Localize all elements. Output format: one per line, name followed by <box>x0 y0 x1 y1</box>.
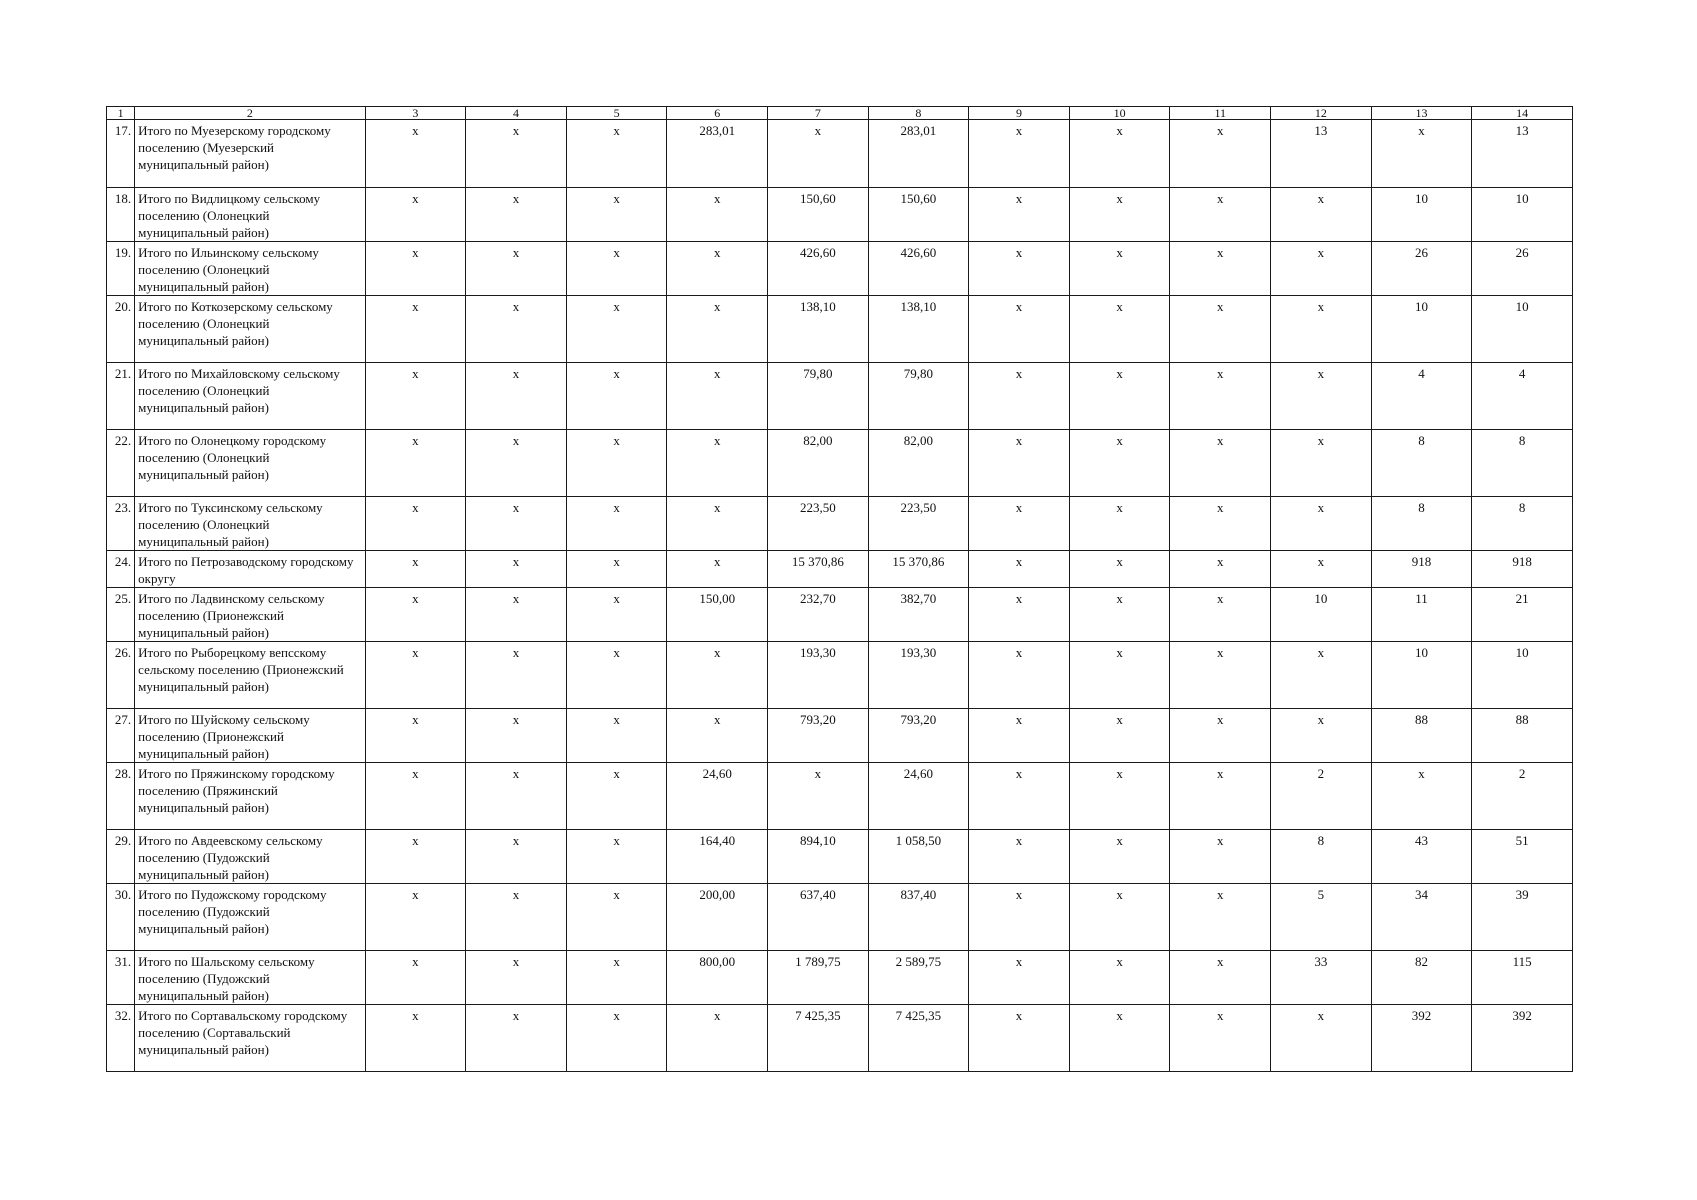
cell-col-13: 8 <box>1371 497 1472 551</box>
row-name: Итого по Туксинскому сельскому поселению (Олонецкий муниципальный район) <box>135 497 365 551</box>
cell-col-3: x <box>365 430 466 497</box>
cell-col-8: 426,60 <box>868 242 969 296</box>
cell-col-14: 10 <box>1472 642 1573 709</box>
cell-col-3: x <box>365 296 466 363</box>
cell-col-8: 223,50 <box>868 497 969 551</box>
cell-col-4: x <box>466 120 567 188</box>
column-header: 12 <box>1271 107 1372 120</box>
cell-col-14: 21 <box>1472 588 1573 642</box>
cell-col-14: 115 <box>1472 951 1573 1005</box>
row-number: 31. <box>107 951 135 1005</box>
cell-col-10: x <box>1069 430 1170 497</box>
cell-col-13: 918 <box>1371 551 1472 588</box>
cell-col-5: x <box>566 296 667 363</box>
cell-col-5: x <box>566 120 667 188</box>
cell-col-3: x <box>365 120 466 188</box>
column-header: 6 <box>667 107 768 120</box>
cell-col-7: 637,40 <box>768 884 869 951</box>
cell-col-5: x <box>566 763 667 830</box>
cell-col-4: x <box>466 497 567 551</box>
cell-col-12: 13 <box>1271 120 1372 188</box>
cell-col-12: 2 <box>1271 763 1372 830</box>
cell-col-12: x <box>1271 242 1372 296</box>
cell-col-5: x <box>566 551 667 588</box>
table-body <box>107 120 1573 1072</box>
cell-col-3: x <box>365 188 466 242</box>
cell-col-9: x <box>969 430 1070 497</box>
cell-col-7: 7 425,35 <box>768 1005 869 1072</box>
cell-col-10: x <box>1069 551 1170 588</box>
cell-col-5: x <box>566 951 667 1005</box>
row-number: 21. <box>107 363 135 430</box>
cell-col-9: x <box>969 242 1070 296</box>
cell-col-5: x <box>566 363 667 430</box>
cell-col-13: 82 <box>1371 951 1472 1005</box>
cell-col-14: 8 <box>1472 430 1573 497</box>
column-header: 11 <box>1170 107 1271 120</box>
cell-col-10: x <box>1069 588 1170 642</box>
table-row <box>107 1005 1573 1072</box>
row-number: 23. <box>107 497 135 551</box>
cell-col-11: x <box>1170 1005 1271 1072</box>
cell-col-5: x <box>566 588 667 642</box>
cell-col-7: 138,10 <box>768 296 869 363</box>
table-row <box>107 430 1573 497</box>
cell-col-11: x <box>1170 951 1271 1005</box>
cell-col-10: x <box>1069 497 1170 551</box>
cell-col-7: x <box>768 763 869 830</box>
table-row <box>107 363 1573 430</box>
cell-col-13: x <box>1371 763 1472 830</box>
cell-col-3: x <box>365 551 466 588</box>
cell-col-14: 10 <box>1472 188 1573 242</box>
cell-col-6: x <box>667 642 768 709</box>
cell-col-11: x <box>1170 497 1271 551</box>
column-header: 1 <box>107 107 135 120</box>
cell-col-8: 79,80 <box>868 363 969 430</box>
row-number: 17. <box>107 120 135 188</box>
cell-col-9: x <box>969 709 1070 763</box>
cell-col-7: 793,20 <box>768 709 869 763</box>
cell-col-3: x <box>365 951 466 1005</box>
cell-col-13: 10 <box>1371 188 1472 242</box>
cell-col-11: x <box>1170 120 1271 188</box>
cell-col-11: x <box>1170 763 1271 830</box>
cell-col-3: x <box>365 242 466 296</box>
cell-col-11: x <box>1170 188 1271 242</box>
cell-col-14: 88 <box>1472 709 1573 763</box>
row-name: Итого по Муезерскому городскому поселению (Муезерский муниципальный район) <box>135 120 365 188</box>
cell-col-11: x <box>1170 363 1271 430</box>
table-row <box>107 642 1573 709</box>
table-row <box>107 296 1573 363</box>
cell-col-7: 79,80 <box>768 363 869 430</box>
row-name: Итого по Сортавальскому городскому поселению (Сортавальский муниципальный район) <box>135 1005 365 1072</box>
cell-col-14: 39 <box>1472 884 1573 951</box>
cell-col-11: x <box>1170 642 1271 709</box>
cell-col-7: 894,10 <box>768 830 869 884</box>
cell-col-7: x <box>768 120 869 188</box>
cell-col-3: x <box>365 363 466 430</box>
column-header: 7 <box>768 107 869 120</box>
table-row <box>107 763 1573 830</box>
summary-table <box>106 106 1573 1072</box>
cell-col-5: x <box>566 430 667 497</box>
cell-col-3: x <box>365 1005 466 1072</box>
cell-col-4: x <box>466 430 567 497</box>
row-number: 20. <box>107 296 135 363</box>
cell-col-14: 392 <box>1472 1005 1573 1072</box>
row-number: 27. <box>107 709 135 763</box>
cell-col-8: 2 589,75 <box>868 951 969 1005</box>
cell-col-12: x <box>1271 709 1372 763</box>
cell-col-4: x <box>466 1005 567 1072</box>
table-row <box>107 588 1573 642</box>
cell-col-6: 800,00 <box>667 951 768 1005</box>
cell-col-6: 283,01 <box>667 120 768 188</box>
column-header: 13 <box>1371 107 1472 120</box>
cell-col-13: 4 <box>1371 363 1472 430</box>
cell-col-13: 8 <box>1371 430 1472 497</box>
cell-col-4: x <box>466 188 567 242</box>
cell-col-8: 837,40 <box>868 884 969 951</box>
row-name: Итого по Коткозерскому сельскому поселению (Олонецкий муниципальный район) <box>135 296 365 363</box>
cell-col-4: x <box>466 588 567 642</box>
cell-col-10: x <box>1069 830 1170 884</box>
row-name: Итого по Шуйскому сельскому поселению (Прионежский муниципальный район) <box>135 709 365 763</box>
table-row <box>107 551 1573 588</box>
cell-col-14: 51 <box>1472 830 1573 884</box>
cell-col-10: x <box>1069 951 1170 1005</box>
table-row <box>107 188 1573 242</box>
column-header: 5 <box>566 107 667 120</box>
cell-col-9: x <box>969 296 1070 363</box>
cell-col-6: x <box>667 188 768 242</box>
cell-col-7: 193,30 <box>768 642 869 709</box>
row-number: 18. <box>107 188 135 242</box>
cell-col-7: 1 789,75 <box>768 951 869 1005</box>
cell-col-13: x <box>1371 120 1472 188</box>
cell-col-6: x <box>667 363 768 430</box>
cell-col-5: x <box>566 497 667 551</box>
table-row <box>107 120 1573 188</box>
cell-col-12: 8 <box>1271 830 1372 884</box>
row-number: 30. <box>107 884 135 951</box>
column-header: 4 <box>466 107 567 120</box>
row-name: Итого по Рыборецкому вепсскому сельскому поселению (Прионежский муниципальный район) <box>135 642 365 709</box>
cell-col-13: 10 <box>1371 642 1472 709</box>
cell-col-9: x <box>969 363 1070 430</box>
cell-col-7: 223,50 <box>768 497 869 551</box>
cell-col-11: x <box>1170 884 1271 951</box>
cell-col-4: x <box>466 709 567 763</box>
cell-col-5: x <box>566 242 667 296</box>
cell-col-3: x <box>365 497 466 551</box>
cell-col-5: x <box>566 884 667 951</box>
cell-col-4: x <box>466 830 567 884</box>
cell-col-13: 26 <box>1371 242 1472 296</box>
cell-col-14: 13 <box>1472 120 1573 188</box>
table-row <box>107 884 1573 951</box>
cell-col-12: x <box>1271 430 1372 497</box>
cell-col-6: x <box>667 296 768 363</box>
row-name: Итого по Шальскому сельскому поселению (Пудожский муниципальный район) <box>135 951 365 1005</box>
cell-col-4: x <box>466 551 567 588</box>
column-header: 9 <box>969 107 1070 120</box>
column-header: 14 <box>1472 107 1573 120</box>
cell-col-7: 426,60 <box>768 242 869 296</box>
cell-col-12: x <box>1271 551 1372 588</box>
table-row <box>107 242 1573 296</box>
cell-col-5: x <box>566 188 667 242</box>
cell-col-10: x <box>1069 296 1170 363</box>
cell-col-4: x <box>466 884 567 951</box>
cell-col-8: 24,60 <box>868 763 969 830</box>
cell-col-12: 10 <box>1271 588 1372 642</box>
cell-col-5: x <box>566 709 667 763</box>
cell-col-10: x <box>1069 763 1170 830</box>
column-header: 3 <box>365 107 466 120</box>
table-row <box>107 951 1573 1005</box>
cell-col-13: 88 <box>1371 709 1472 763</box>
cell-col-7: 232,70 <box>768 588 869 642</box>
cell-col-8: 793,20 <box>868 709 969 763</box>
cell-col-4: x <box>466 242 567 296</box>
cell-col-5: x <box>566 830 667 884</box>
cell-col-8: 138,10 <box>868 296 969 363</box>
cell-col-12: x <box>1271 296 1372 363</box>
cell-col-14: 10 <box>1472 296 1573 363</box>
row-number: 32. <box>107 1005 135 1072</box>
cell-col-12: x <box>1271 642 1372 709</box>
cell-col-11: x <box>1170 830 1271 884</box>
row-number: 22. <box>107 430 135 497</box>
table-row <box>107 830 1573 884</box>
cell-col-3: x <box>365 763 466 830</box>
row-name: Итого по Видлицкому сельскому поселению (Олонецкий муниципальный район) <box>135 188 365 242</box>
row-number: 29. <box>107 830 135 884</box>
cell-col-14: 2 <box>1472 763 1573 830</box>
cell-col-11: x <box>1170 709 1271 763</box>
cell-col-4: x <box>466 296 567 363</box>
cell-col-3: x <box>365 709 466 763</box>
cell-col-12: x <box>1271 497 1372 551</box>
cell-col-14: 8 <box>1472 497 1573 551</box>
cell-col-6: x <box>667 551 768 588</box>
cell-col-8: 15 370,86 <box>868 551 969 588</box>
cell-col-14: 918 <box>1472 551 1573 588</box>
cell-col-8: 150,60 <box>868 188 969 242</box>
cell-col-9: x <box>969 551 1070 588</box>
cell-col-4: x <box>466 363 567 430</box>
cell-col-14: 26 <box>1472 242 1573 296</box>
cell-col-9: x <box>969 120 1070 188</box>
cell-col-6: x <box>667 242 768 296</box>
table-row <box>107 709 1573 763</box>
cell-col-10: x <box>1069 1005 1170 1072</box>
row-number: 19. <box>107 242 135 296</box>
cell-col-3: x <box>365 884 466 951</box>
table-row <box>107 497 1573 551</box>
column-header: 8 <box>868 107 969 120</box>
cell-col-8: 7 425,35 <box>868 1005 969 1072</box>
cell-col-12: x <box>1271 1005 1372 1072</box>
row-number: 24. <box>107 551 135 588</box>
cell-col-4: x <box>466 951 567 1005</box>
cell-col-13: 392 <box>1371 1005 1472 1072</box>
cell-col-6: x <box>667 1005 768 1072</box>
cell-col-9: x <box>969 588 1070 642</box>
cell-col-12: 33 <box>1271 951 1372 1005</box>
cell-col-9: x <box>969 830 1070 884</box>
cell-col-13: 43 <box>1371 830 1472 884</box>
cell-col-12: x <box>1271 363 1372 430</box>
row-number: 25. <box>107 588 135 642</box>
row-number: 28. <box>107 763 135 830</box>
cell-col-5: x <box>566 1005 667 1072</box>
cell-col-7: 82,00 <box>768 430 869 497</box>
cell-col-11: x <box>1170 296 1271 363</box>
cell-col-9: x <box>969 884 1070 951</box>
cell-col-6: x <box>667 709 768 763</box>
cell-col-8: 82,00 <box>868 430 969 497</box>
row-name: Итого по Петрозаводскому городскому округу <box>135 551 365 588</box>
cell-col-8: 382,70 <box>868 588 969 642</box>
cell-col-6: 150,00 <box>667 588 768 642</box>
cell-col-10: x <box>1069 642 1170 709</box>
row-name: Итого по Ильинскому сельскому поселению (Олонецкий муниципальный район) <box>135 242 365 296</box>
cell-col-8: 283,01 <box>868 120 969 188</box>
row-name: Итого по Михайловскому сельскому поселению (Олонецкий муниципальный район) <box>135 363 365 430</box>
cell-col-10: x <box>1069 709 1170 763</box>
cell-col-10: x <box>1069 884 1170 951</box>
cell-col-14: 4 <box>1472 363 1573 430</box>
cell-col-6: 200,00 <box>667 884 768 951</box>
cell-col-12: x <box>1271 188 1372 242</box>
cell-col-5: x <box>566 642 667 709</box>
row-name: Итого по Пряжинскому городскому поселению (Пряжинский муниципальный район) <box>135 763 365 830</box>
cell-col-8: 193,30 <box>868 642 969 709</box>
cell-col-7: 15 370,86 <box>768 551 869 588</box>
row-name: Итого по Пудожскому городскому поселению (Пудожский муниципальный район) <box>135 884 365 951</box>
cell-col-9: x <box>969 497 1070 551</box>
cell-col-11: x <box>1170 242 1271 296</box>
row-name: Итого по Ладвинскому сельскому поселению (Прионежский муниципальный район) <box>135 588 365 642</box>
cell-col-9: x <box>969 1005 1070 1072</box>
cell-col-7: 150,60 <box>768 188 869 242</box>
cell-col-12: 5 <box>1271 884 1372 951</box>
cell-col-10: x <box>1069 188 1170 242</box>
cell-col-10: x <box>1069 242 1170 296</box>
header-row <box>107 107 1573 120</box>
cell-col-6: x <box>667 430 768 497</box>
cell-col-4: x <box>466 642 567 709</box>
cell-col-6: 164,40 <box>667 830 768 884</box>
cell-col-3: x <box>365 588 466 642</box>
row-number: 26. <box>107 642 135 709</box>
cell-col-13: 10 <box>1371 296 1472 363</box>
cell-col-10: x <box>1069 120 1170 188</box>
cell-col-3: x <box>365 830 466 884</box>
cell-col-9: x <box>969 763 1070 830</box>
column-header: 10 <box>1069 107 1170 120</box>
cell-col-8: 1 058,50 <box>868 830 969 884</box>
cell-col-11: x <box>1170 588 1271 642</box>
cell-col-11: x <box>1170 430 1271 497</box>
cell-col-9: x <box>969 951 1070 1005</box>
row-name: Итого по Авдеевскому сельскому поселению (Пудожский муниципальный район) <box>135 830 365 884</box>
cell-col-13: 34 <box>1371 884 1472 951</box>
cell-col-3: x <box>365 642 466 709</box>
cell-col-9: x <box>969 642 1070 709</box>
cell-col-11: x <box>1170 551 1271 588</box>
cell-col-9: x <box>969 188 1070 242</box>
cell-col-4: x <box>466 763 567 830</box>
row-name: Итого по Олонецкому городскому поселению (Олонецкий муниципальный район) <box>135 430 365 497</box>
cell-col-6: 24,60 <box>667 763 768 830</box>
cell-col-13: 11 <box>1371 588 1472 642</box>
cell-col-10: x <box>1069 363 1170 430</box>
column-header: 2 <box>135 107 365 120</box>
cell-col-6: x <box>667 497 768 551</box>
